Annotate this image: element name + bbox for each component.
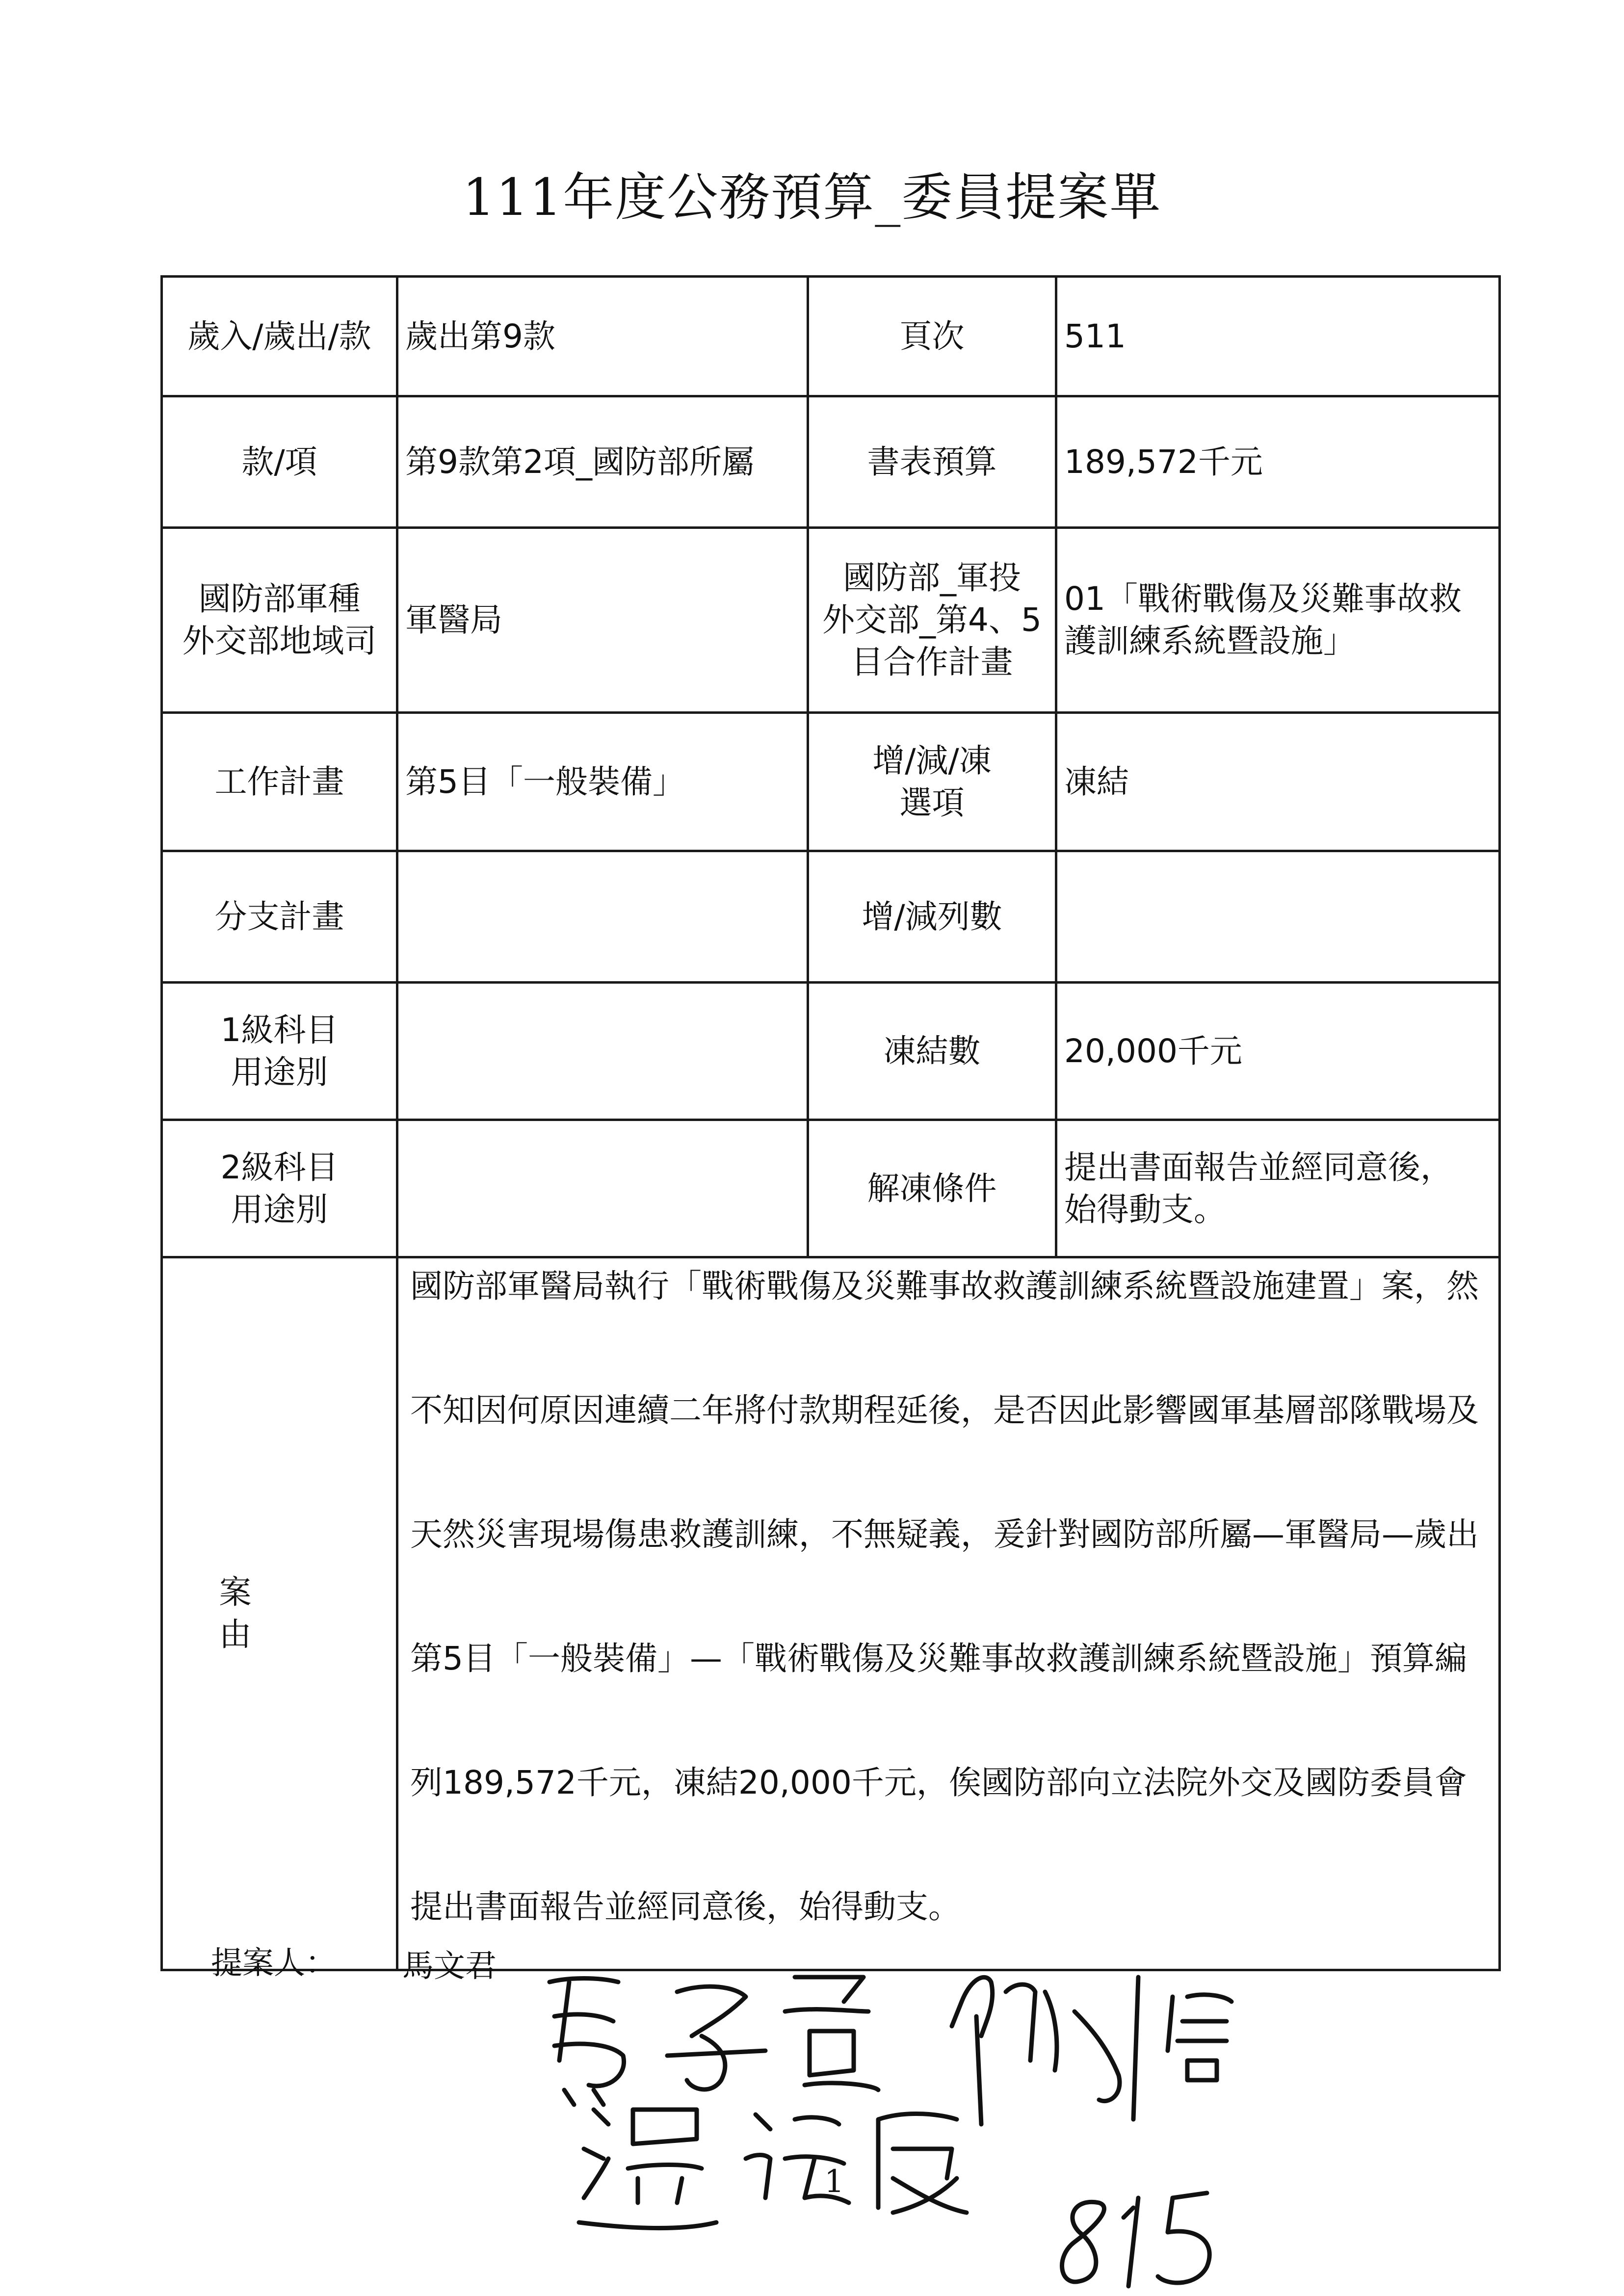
row-label: 增/減/凍 選項 xyxy=(808,713,1056,851)
row-label: 凍結數 xyxy=(808,983,1056,1120)
row-label: 歲入/歲出/款 xyxy=(162,277,397,396)
row-label: 分支計畫 xyxy=(162,851,397,983)
row-value: 提出書面報告並經同意後， 始得動支。 xyxy=(1056,1120,1500,1257)
page-number: 1 xyxy=(824,2164,844,2200)
row-label: 款/項 xyxy=(162,396,397,528)
row-value: 歲出第9款 xyxy=(397,277,808,396)
row-label: 國防部軍種 外交部地域司 xyxy=(162,528,397,713)
proposer-label: 提案人： xyxy=(211,1945,337,1982)
row-value: 凍結 xyxy=(1056,713,1500,851)
reason-text: 國防部軍醫局執行「戰術戰傷及災難事故救護訓練系統暨設施建置」案，然不知因何原因連續二年將付款期程延後，是否因此影響國軍基層部隊戰場及天然災害現場傷患救護訓練，不無疑義，爰針對國防部所屬—軍醫局—歲出第5目「一般裝備」—「戰術戰傷及災難事故救護訓練系統暨設施」預算編列189,572千元，凍結20,000千元，俟國防部向立法院外交及國防委員會提出書面報告並經同意後，始得動支。 xyxy=(410,1267,1479,1926)
signature-1 xyxy=(550,1977,878,2105)
row-value: 01「戰術戰傷及災難事故救 護訓練系統暨設施」 xyxy=(1056,528,1500,713)
proposer-name: 馬文君 xyxy=(402,1948,497,1984)
row-label: 書表預算 xyxy=(808,396,1056,528)
row-value: 第5目「一般裝備」 xyxy=(397,713,808,851)
row-label: 工作計畫 xyxy=(162,713,397,851)
row-value: 189,572千元 xyxy=(1056,396,1500,528)
signature-2 xyxy=(579,2110,967,2228)
row-value: 軍醫局 xyxy=(397,528,808,713)
row-label: 增/減列數 xyxy=(808,851,1056,983)
row-value: 20,000千元 xyxy=(1056,983,1500,1120)
handwritten-number xyxy=(1062,2193,1210,2286)
row-label: 2級科目 用途別 xyxy=(162,1120,397,1257)
signature-3 xyxy=(952,1977,1231,2124)
row-value: 第9款第2項_國防部所屬 xyxy=(397,396,808,528)
row-label: 頁次 xyxy=(808,277,1056,396)
row-label: 解凍條件 xyxy=(808,1120,1056,1257)
row-value: 511 xyxy=(1056,277,1500,396)
row-label: 1級科目 用途別 xyxy=(162,983,397,1120)
reason-label: 案由 xyxy=(162,1257,397,1970)
row-label: 國防部_軍投 外交部_第4、5 目合作計畫 xyxy=(808,528,1056,713)
form-title: 111年度公務預算_委員提案單 xyxy=(462,167,1162,227)
